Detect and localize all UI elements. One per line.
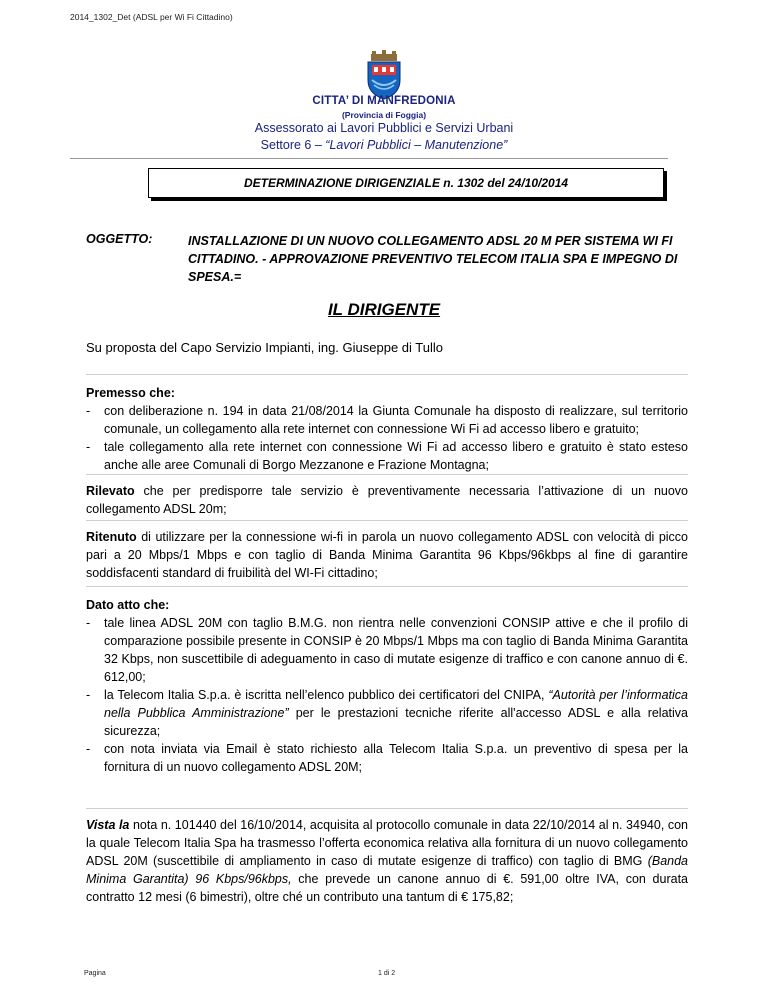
footer-label: Pagina <box>84 970 106 977</box>
list-item <box>86 614 688 686</box>
divider <box>86 808 688 809</box>
proposta-text: Su proposta del Capo Servizio Impianti, ing. Giuseppe di Tullo <box>86 340 443 355</box>
dato-atto-title: Dato atto che: <box>86 598 170 612</box>
city-crest-icon <box>363 50 405 100</box>
divider <box>86 520 688 521</box>
oggetto-label: OGGETTO: <box>86 232 153 246</box>
proposta-paragraph <box>86 339 688 357</box>
assessorato: Assessorato ai Lavori Pubblici e Servizi Urbani <box>254 121 514 135</box>
dash-bullet: - <box>86 440 91 454</box>
ritenuto-text: di utilizzare per la connessione wi-fi in parola un nuovo collegamento ADSL con velocità di picco pari a 20 Mbps/1 Mbps e con taglio di Banda Minima Garantita 96 Kbps/96kbps al fine di garantire soddisfacenti standard di fruibilità del WI-Fi cittadino; <box>86 530 688 580</box>
ritenuto-paragraph <box>86 528 688 582</box>
vista-text: nota n. 101440 del 16/10/2014, acquisita al protocollo comunale in data 22/10/2014 al n. 34940, con la quale Telecom Italia Spa ha trasmesso l’offerta economica relativa alla fornitura di un nuovo collegamento ADSL 20M (suscettibile di ampliamento in caso di mutate esigenze di traffico) con taglio di BMG <box>86 818 688 868</box>
dato-atto-section <box>86 596 688 776</box>
list-item-text: con deliberazione n. 194 in data 21/08/2014 la Giunta Comunale ha disposto di realizzare, sul territorio comunale, un collegamento alla rete internet con connessione Wi Fi ad accesso libero e gratuito; <box>104 404 688 436</box>
list-item-text: tale collegamento alla rete internet con connessione Wi Fi ad accesso libero e gratuito è stato esteso anche alle aree Comunali di Borgo Mezzanone e Frazione Montagna; <box>104 440 688 472</box>
dash-bullet: - <box>86 616 91 630</box>
vista-paragraph <box>86 816 688 906</box>
settore-name: “Lavori Pubblici – Manutenzione” <box>325 138 508 152</box>
list-item-text: tale linea ADSL 20M con taglio B.M.G. non rientra nelle convenzioni CONSIP attive e che il profilo di comparazione possibile presente in CONSIP è 20 Mbps/1 Mbps ma con taglio di Banda Minima Garantita 32 Kbps, non suscettibile di adeguamento in caso di mutate esigenze di traffico e con canone annuo di €. 612,00; <box>104 616 688 684</box>
page-number: 1 di 2 <box>378 970 396 977</box>
bmg-definition: (Banda Minima Garantita) 96 Kbps/96kbps, <box>86 854 688 886</box>
dash-bullet: - <box>86 404 91 418</box>
oggetto-text: INSTALLAZIONE DI UN NUOVO COLLEGAMENTO ADSL 20 M PER SISTEMA WI FI CITTADINO. - APPROVAZIONE PREVENTIVO TELECOM ITALIA SPA E IMPEGNO DI SPESA.= <box>188 234 678 284</box>
list-item <box>86 402 688 438</box>
determinazione-title: DETERMINAZIONE DIRIGENZIALE n. 1302 del 24/10/2014 <box>243 176 569 190</box>
vista-text-end: che prevede un canone annuo di €. 591,00 oltre IVA, con durata contratto 12 mesi (6 bimestri), oltre ché un contributo una tantum di € 175,82; <box>86 872 688 904</box>
dash-bullet: - <box>86 742 91 756</box>
determinazione-box <box>148 168 664 198</box>
rilevato-lead: Rilevato <box>86 484 135 498</box>
rilevato-paragraph <box>86 482 688 518</box>
running-head: 2014_1302_Det (ADSL per Wi Fi Cittadino) <box>70 12 233 22</box>
list-item <box>86 686 688 740</box>
divider <box>86 474 688 475</box>
header-divider <box>70 158 668 159</box>
vista-lead: Vista la <box>86 818 130 832</box>
cnipa-full-name: “Autorità per l’informatica nella Pubblica Amministrazione” <box>104 688 688 720</box>
list-item-text: la Telecom Italia S.p.a. è iscritta nell’elenco pubblico dei certificatori del CNIPA, <box>104 688 549 702</box>
province-name: (Provincia di Foggia) <box>341 110 427 120</box>
premesso-section <box>86 384 688 474</box>
dash-bullet: - <box>86 688 91 702</box>
list-item <box>86 438 688 474</box>
settore-prefix: Settore 6 – <box>260 138 326 152</box>
premesso-title: Premesso che: <box>86 386 175 400</box>
divider <box>86 374 688 375</box>
rilevato-text: che per predisporre tale servizio è preventivamente necessaria l’attivazione di un nuovo collegamento ADSL 20m; <box>86 484 688 516</box>
divider <box>86 586 688 587</box>
section-heading: IL DIRIGENTE <box>327 300 441 319</box>
ritenuto-lead: Ritenuto <box>86 530 137 544</box>
list-item-text: per le prestazioni tecniche riferite all'accesso ADSL e alla relativa sicurezza; <box>104 706 688 738</box>
list-item-text: con nota inviata via Email è stato richiesto alla Telecom Italia S.p.a. un preventivo di spesa per la fornitura di un nuovo collegamento ADSL 20M; <box>104 742 688 774</box>
list-item <box>86 740 688 776</box>
settore <box>0 138 768 152</box>
city-name: CITTA’ DI MANFREDONIA <box>312 95 456 107</box>
